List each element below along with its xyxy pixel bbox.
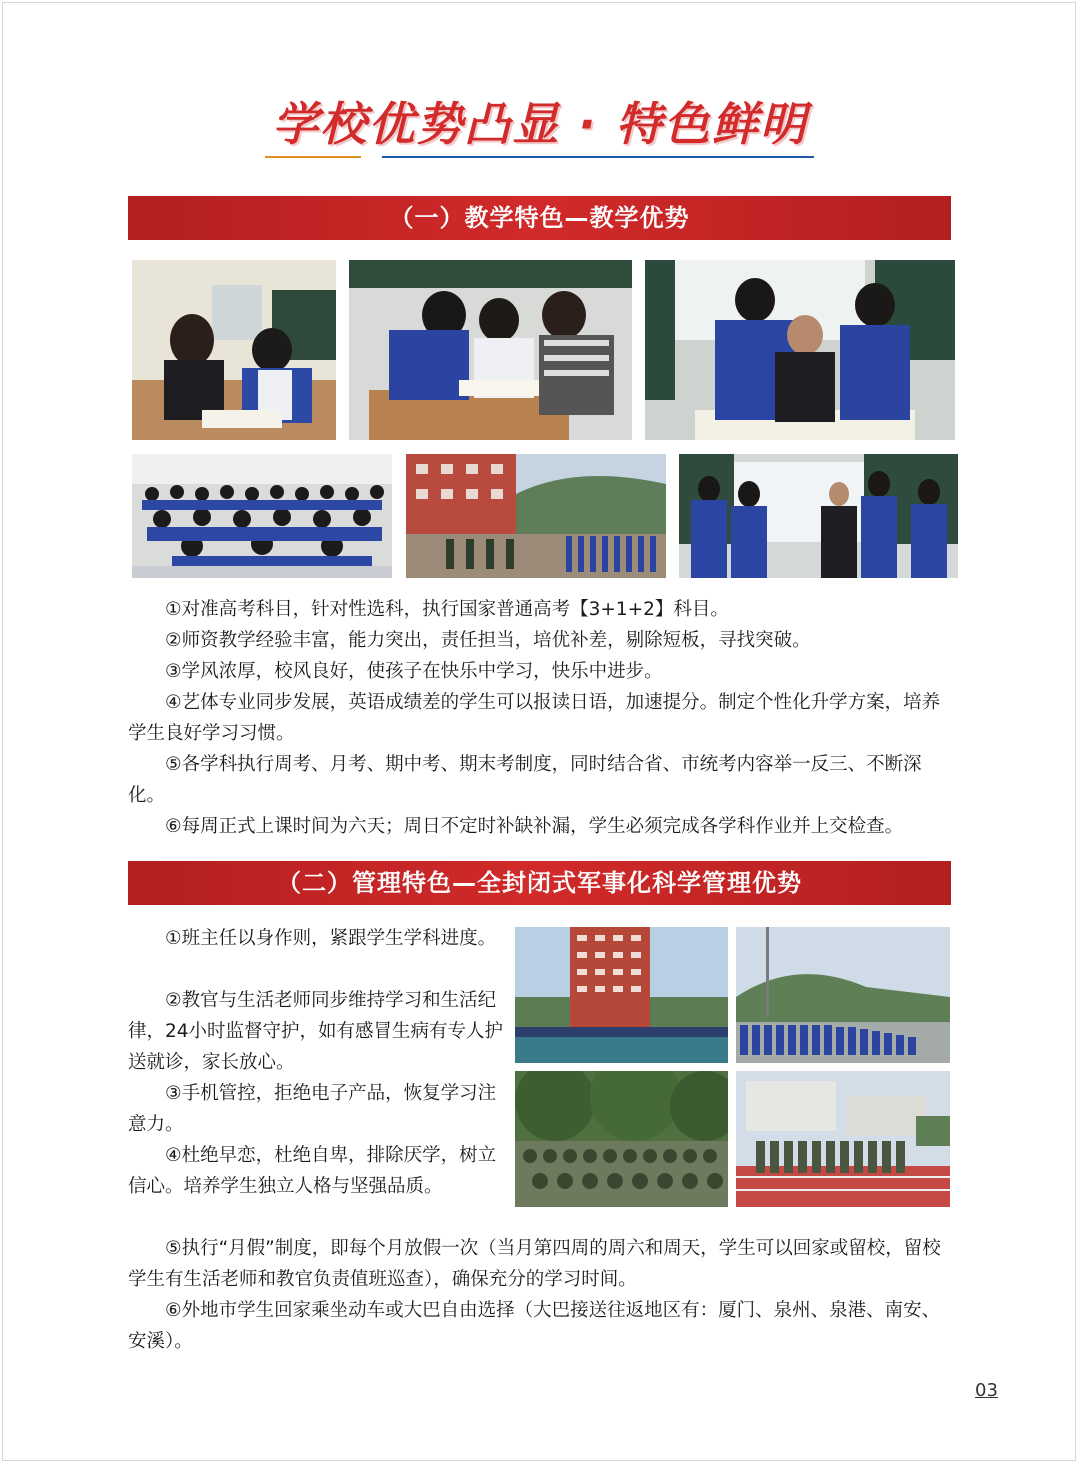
section-heading-management: （二）管理特色—全封闭式军事化科学管理优势: [128, 861, 951, 905]
management-item-5: ⑤执行“月假”制度，即每个月放假一次（当月第四周的周六和周天，学生可以回家或留校，留校学生有生活老师和教官负责值班巡查），确保充分的学习时间。: [128, 1238, 941, 1290]
photo-flag-ceremony: [406, 454, 666, 578]
photo-teacher-tutoring: [132, 260, 336, 440]
photo-classroom: [132, 454, 392, 578]
photo-smartboard-lesson: [679, 454, 958, 578]
management-item-6: ⑥外地市学生回家乘坐动车或大巴自由选择（大巴接送往返地区有：厦门、泉州、泉港、南安、安溪）。: [128, 1300, 941, 1352]
teaching-item-5: ⑤各学科执行周考、月考、期中考、期末考制度，同时结合省、市统考内容举一反三、不断深化。: [128, 754, 922, 806]
teaching-item-4: ④艺体专业同步发展，英语成绩差的学生可以报读日语，加速提分。制定个性化升学方案，培养学生良好学习习惯。: [128, 692, 941, 744]
teaching-item-2: ②师资教学经验丰富，能力突出，责任担当，培优补差，剔除短板，寻找突破。: [165, 630, 811, 651]
page-number: 03: [975, 1380, 998, 1401]
section-heading-teaching: （一）教学特色—教学优势: [128, 196, 951, 240]
teaching-item-1: ①对准高考科目，针对性选科，执行国家普通高考【3+1+2】科目。: [165, 599, 729, 620]
title-underline-blue: [382, 156, 814, 158]
title-underline-orange: [265, 156, 361, 158]
management-item-2: ②教官与生活老师同步维持学习和生活纪律，24小时监督守护，如有感冒生病有专人护送就诊，家长放心。: [128, 990, 504, 1073]
photo-military-salute-track: [736, 1071, 950, 1207]
photo-teacher-explaining: [645, 260, 955, 440]
photo-school-building-assembly: [515, 927, 728, 1063]
photo-military-training-trees: [515, 1071, 728, 1207]
teaching-item-3: ③学风浓厚，校风良好，使孩子在快乐中学习，快乐中进步。: [165, 661, 663, 682]
teaching-item-6: ⑥每周正式上课时间为六天；周日不定时补缺补漏，学生必须完成各学科作业并上交检查。: [165, 816, 904, 837]
management-item-1: ①班主任以身作则，紧跟学生学科进度。: [165, 928, 497, 949]
page-title: 学校优势凸显 · 特色鲜明: [272, 97, 808, 151]
management-item-4: ④杜绝早恋，杜绝自卑，排除厌学，树立信心。培养学生独立人格与坚强品质。: [128, 1145, 497, 1197]
photo-group-study: [349, 260, 632, 440]
management-item-3: ③手机管控，拒绝电子产品，恢复学习注意力。: [128, 1083, 497, 1135]
photo-students-lineup: [736, 927, 950, 1063]
